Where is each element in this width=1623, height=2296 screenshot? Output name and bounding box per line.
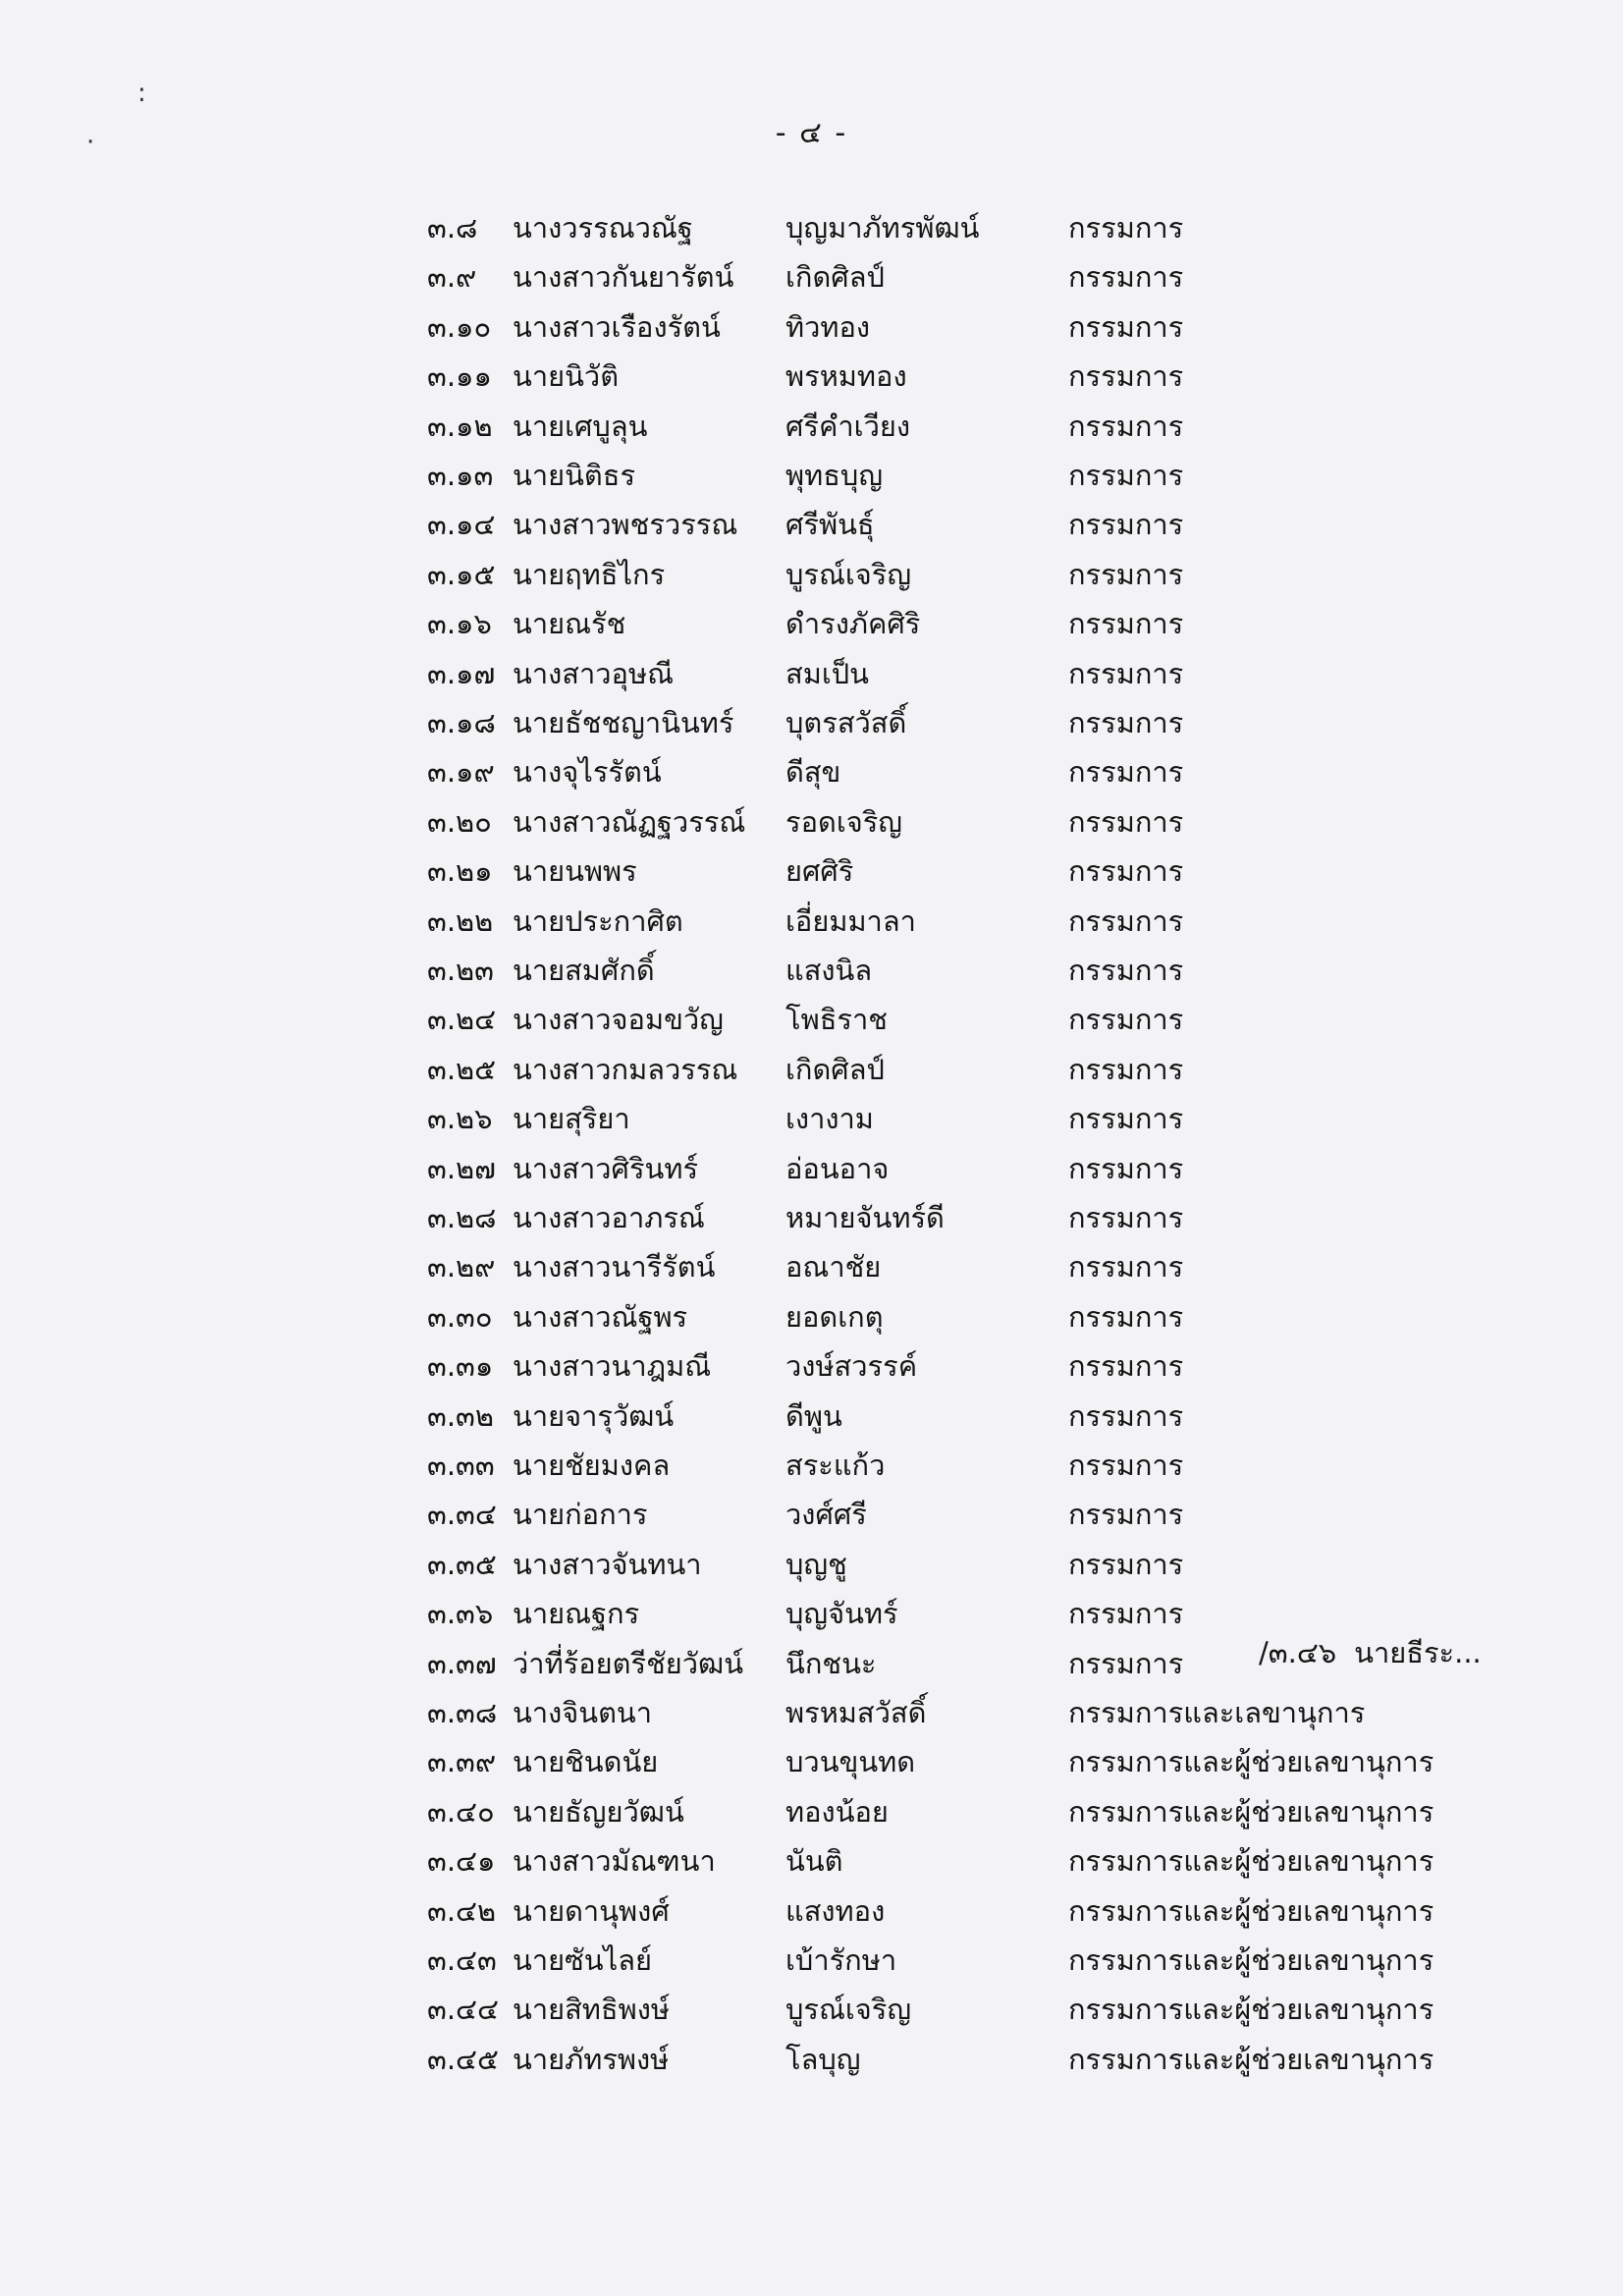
member-row: [0, 1193, 1623, 1242]
member-row: [0, 1094, 1623, 1143]
member-surname: แสงทอง: [785, 1894, 886, 1928]
member-number: ๓.๑๖: [427, 607, 492, 640]
member-surname: บุญมาภัทรพัฒน์: [785, 211, 980, 245]
member-role: กรรมการ: [1068, 1152, 1184, 1185]
member-name: นายจารุวัฒน์: [513, 1399, 675, 1433]
member-surname: พรหมทอง: [785, 359, 907, 393]
member-surname: นันติ: [785, 1844, 843, 1878]
member-row: [0, 1737, 1623, 1786]
member-number: ๓.๒๘: [427, 1201, 497, 1234]
member-row: [0, 1144, 1623, 1193]
member-number: ๓.๑๓: [427, 459, 494, 492]
member-name: นายนิติธร: [513, 459, 636, 492]
member-row: [0, 1242, 1623, 1291]
member-name: นางสาวอุษณี: [513, 657, 674, 690]
member-role: กรรมการ: [1068, 1102, 1184, 1135]
stray-mark-left: ·: [86, 128, 95, 157]
member-number: ๓.๓๐: [427, 1300, 493, 1334]
member-row: [0, 599, 1623, 648]
member-role: กรรมการ: [1068, 805, 1184, 839]
member-row: [0, 402, 1623, 451]
member-name: นางสาวพชรวรรณ: [513, 508, 738, 541]
member-role: กรรมการ: [1068, 1449, 1184, 1482]
member-number: ๓.๔๒: [427, 1894, 497, 1928]
member-number: ๓.๒๗: [427, 1152, 496, 1185]
member-row: [0, 352, 1623, 401]
member-row: [0, 649, 1623, 698]
member-surname: ศรีคำเวียง: [785, 410, 911, 443]
member-name: นายภัทรพงษ์: [513, 2043, 670, 2076]
member-surname: เบ้ารักษา: [785, 1943, 897, 1977]
member-name: นางสาวเรืองรัตน์: [513, 310, 721, 344]
member-role: กรรมการ: [1068, 755, 1184, 789]
member-surname: บุญจันทร์: [785, 1597, 898, 1630]
member-role: กรรมการ: [1068, 1053, 1184, 1086]
member-role: กรรมการ: [1068, 1201, 1184, 1234]
member-number: ๓.๔๑: [427, 1844, 496, 1878]
member-role: กรรมการ: [1068, 459, 1184, 492]
member-name: นางสาวกันยารัตน์: [513, 260, 734, 294]
member-row: [0, 747, 1623, 796]
member-name: นางสาวนาฎมณี: [513, 1349, 712, 1383]
member-row: [0, 1540, 1623, 1589]
stray-mark-top: :: [137, 79, 146, 108]
member-row: [0, 1787, 1623, 1836]
member-name: นายสมศักดิ์: [513, 954, 655, 987]
member-role: กรรมการ: [1068, 1349, 1184, 1383]
member-number: ๓.๘: [427, 211, 478, 245]
member-row: [0, 1392, 1623, 1441]
member-row: [0, 897, 1623, 946]
member-number: ๓.๔๕: [427, 2043, 499, 2076]
member-row: [0, 946, 1623, 995]
member-name: นายนิวัติ: [513, 359, 620, 393]
member-number: ๓.๓๒: [427, 1399, 494, 1433]
member-role: กรรมการและผู้ช่วยเลขานุการ: [1068, 1993, 1434, 2026]
member-name: นายนพพร: [513, 854, 637, 888]
member-surname: ยอดเกตุ: [785, 1300, 884, 1334]
member-role: กรรมการ: [1068, 508, 1184, 541]
member-name: นายสุริยา: [513, 1102, 630, 1135]
member-role: กรรมการ: [1068, 954, 1184, 987]
member-number: ๓.๓๑: [427, 1349, 494, 1383]
member-role: กรรมการและผู้ช่วยเลขานุการ: [1068, 1943, 1434, 1977]
member-role: กรรมการ: [1068, 1597, 1184, 1630]
member-surname: แสงนิล: [785, 954, 873, 987]
continuation-note: [1259, 1628, 1482, 1677]
member-surname: ศรีพันธุ์: [785, 508, 875, 541]
member-number: ๓.๓๕: [427, 1548, 497, 1581]
member-row: [0, 1985, 1623, 2034]
member-number: ๓.๒๔: [427, 1003, 497, 1036]
member-row: [0, 451, 1623, 500]
member-row: [0, 302, 1623, 352]
member-number: ๓.๓๓: [427, 1449, 495, 1482]
member-surname: ยศศิริ: [785, 854, 854, 888]
member-surname: ดำรงภัคศิริ: [785, 607, 921, 640]
member-row: [0, 1045, 1623, 1094]
member-surname: บูรณ์เจริญ: [785, 558, 912, 591]
member-surname: เงางาม: [785, 1102, 874, 1135]
member-surname: อ่อนอาจ: [785, 1152, 890, 1185]
member-role: กรรมการและเลขานุการ: [1068, 1696, 1366, 1729]
member-surname: ดีสุข: [785, 755, 841, 789]
member-role: กรรมการ: [1068, 1250, 1184, 1284]
member-surname: สมเป็น: [785, 657, 869, 690]
member-surname: โลบุญ: [785, 2043, 861, 2076]
member-surname: ทิวทอง: [785, 310, 871, 344]
member-number: ๓.๓๔: [427, 1498, 497, 1531]
member-number: ๓.๔๔: [427, 1993, 499, 2026]
member-surname: เอี่ยมมาลา: [785, 904, 916, 938]
member-role: กรรมการ: [1068, 607, 1184, 640]
member-name: ว่าที่ร้อยตรีชัยวัฒน์: [513, 1647, 744, 1680]
member-role: กรรมการ: [1068, 310, 1184, 344]
member-role: กรรมการ: [1068, 706, 1184, 739]
page-number: - ๔ -: [775, 116, 848, 150]
member-name: นายก่อการ: [513, 1498, 648, 1531]
member-number: ๓.๒๕: [427, 1053, 497, 1086]
member-name: นางจุไรรัตน์: [513, 755, 662, 789]
member-name: นายธัญยวัฒน์: [513, 1795, 684, 1829]
member-name: นายณฐกร: [513, 1597, 640, 1630]
member-number: ๓.๑๙: [427, 755, 495, 789]
member-number: ๓.๓๘: [427, 1696, 498, 1729]
member-role: กรรมการ: [1068, 1399, 1184, 1433]
member-number: ๓.๑๔: [427, 508, 496, 541]
member-number: ๓.๑๑: [427, 359, 492, 393]
member-surname: รอดเจริญ: [785, 805, 903, 839]
member-name: นายชินดนัย: [513, 1745, 659, 1778]
member-row: [0, 797, 1623, 847]
member-surname: บุญชู: [785, 1548, 847, 1581]
member-name: นางสาวศิรินทร์: [513, 1152, 699, 1185]
member-row: [0, 1688, 1623, 1737]
member-row: [0, 847, 1623, 896]
member-row: [0, 1836, 1623, 1886]
member-row: [0, 698, 1623, 747]
member-name: นายเศบูลุน: [513, 410, 648, 443]
member-row: [0, 995, 1623, 1044]
member-role: กรรมการ: [1068, 410, 1184, 443]
member-number: ๓.๓๙: [427, 1745, 497, 1778]
member-number: ๓.๔๐: [427, 1795, 495, 1829]
member-number: ๓.๑๐: [427, 310, 492, 344]
member-role: กรรมการ: [1068, 854, 1184, 888]
member-row: [0, 252, 1623, 301]
member-surname: พุทธบุญ: [785, 459, 884, 492]
member-name: นายณรัช: [513, 607, 626, 640]
member-role: กรรมการและผู้ช่วยเลขานุการ: [1068, 2043, 1434, 2076]
member-surname: ทองน้อย: [785, 1795, 889, 1829]
member-surname: บวนขุนทด: [785, 1745, 916, 1778]
member-surname: เกิดศิลป์: [785, 260, 885, 294]
member-number: ๓.๒๐: [427, 805, 492, 839]
member-name: นางสาวณัฐพร: [513, 1300, 688, 1334]
member-name: นางสาวนารีรัตน์: [513, 1250, 716, 1284]
member-name: นางสาวมัณฑนา: [513, 1844, 716, 1878]
member-row: [0, 1886, 1623, 1936]
member-name: นางสาวกมลวรรณ: [513, 1053, 738, 1086]
member-number: ๓.๑๒: [427, 410, 493, 443]
member-number: ๓.๑๕: [427, 558, 496, 591]
member-surname: วงษ์สวรรค์: [785, 1349, 918, 1383]
member-role: กรรมการ: [1068, 1498, 1184, 1531]
member-surname: โพธิราช: [785, 1003, 888, 1036]
member-role: กรรมการและผู้ช่วยเลขานุการ: [1068, 1844, 1434, 1878]
member-surname: นึกชนะ: [785, 1647, 877, 1680]
member-name: นางจินตนา: [513, 1696, 653, 1729]
member-name: นายฤทธิไกร: [513, 558, 666, 591]
member-name: นายชัยมงคล: [513, 1449, 671, 1482]
member-row: [0, 1292, 1623, 1341]
member-surname: หมายจันทร์ดี: [785, 1201, 945, 1234]
member-surname: วงศ์ศรี: [785, 1498, 867, 1531]
member-number: ๓.๒๒: [427, 904, 494, 938]
member-row: [0, 1936, 1623, 1985]
member-surname: พรหมสวัสดิ์: [785, 1696, 927, 1729]
member-role: กรรมการ: [1068, 1548, 1184, 1581]
member-name: นางสาวอาภรณ์: [513, 1201, 705, 1234]
member-name: นายประกาศิต: [513, 904, 683, 938]
member-number: ๓.๒๓: [427, 954, 494, 987]
member-role: กรรมการ: [1068, 657, 1184, 690]
member-number: ๓.๑๘: [427, 706, 496, 739]
member-row: [0, 500, 1623, 549]
member-role: กรรมการ: [1068, 1300, 1184, 1334]
member-name: นางสาวณัฏฐวรรณ์: [513, 805, 746, 839]
member-name: นายดานุพงศ์: [513, 1894, 670, 1928]
member-role: กรรมการ: [1068, 211, 1184, 245]
member-number: ๓.๒๖: [427, 1102, 493, 1135]
member-number: ๓.๔๓: [427, 1943, 497, 1977]
continuation-text: นายธีระ...: [1354, 1636, 1482, 1669]
member-surname: อณาชัย: [785, 1250, 882, 1284]
member-number: ๓.๓๖: [427, 1597, 494, 1630]
member-role: กรรมการ: [1068, 1003, 1184, 1036]
member-row: [0, 550, 1623, 599]
member-name: นางสาวจอมขวัญ: [513, 1003, 724, 1036]
member-role: กรรมการ: [1068, 1647, 1184, 1680]
member-role: กรรมการ: [1068, 558, 1184, 591]
member-number: ๓.๒๙: [427, 1250, 496, 1284]
member-role: กรรมการและผู้ช่วยเลขานุการ: [1068, 1894, 1434, 1928]
member-role: กรรมการและผู้ช่วยเลขานุการ: [1068, 1795, 1434, 1829]
member-surname: บุตรสวัสดิ์: [785, 706, 907, 739]
member-row: [0, 2035, 1623, 2084]
member-role: กรรมการ: [1068, 260, 1184, 294]
member-role: กรรมการ: [1068, 359, 1184, 393]
member-surname: เกิดศิลป์: [785, 1053, 885, 1086]
member-name: นางวรรณวณัฐ: [513, 211, 693, 245]
member-row: [0, 203, 1623, 252]
member-row: [0, 1490, 1623, 1539]
member-row: [0, 1441, 1623, 1490]
member-name: นายสิทธิพงษ์: [513, 1993, 671, 2026]
continuation-num: /๓.๔๖: [1259, 1636, 1337, 1669]
member-name: นายซันไลย์: [513, 1943, 652, 1977]
member-name: นายธัชชญานินทร์: [513, 706, 734, 739]
member-number: ๓.๒๑: [427, 854, 493, 888]
member-surname: สระแก้ว: [785, 1449, 886, 1482]
member-role: กรรมการและผู้ช่วยเลขานุการ: [1068, 1745, 1434, 1778]
member-name: นางสาวจันทนา: [513, 1548, 702, 1581]
member-surname: บูรณ์เจริญ: [785, 1993, 912, 2026]
member-surname: ดีพูน: [785, 1399, 842, 1433]
member-number: ๓.๙: [427, 260, 477, 294]
member-number: ๓.๑๗: [427, 657, 496, 690]
member-row: [0, 1341, 1623, 1391]
member-number: ๓.๓๗: [427, 1647, 497, 1680]
member-role: กรรมการ: [1068, 904, 1184, 938]
